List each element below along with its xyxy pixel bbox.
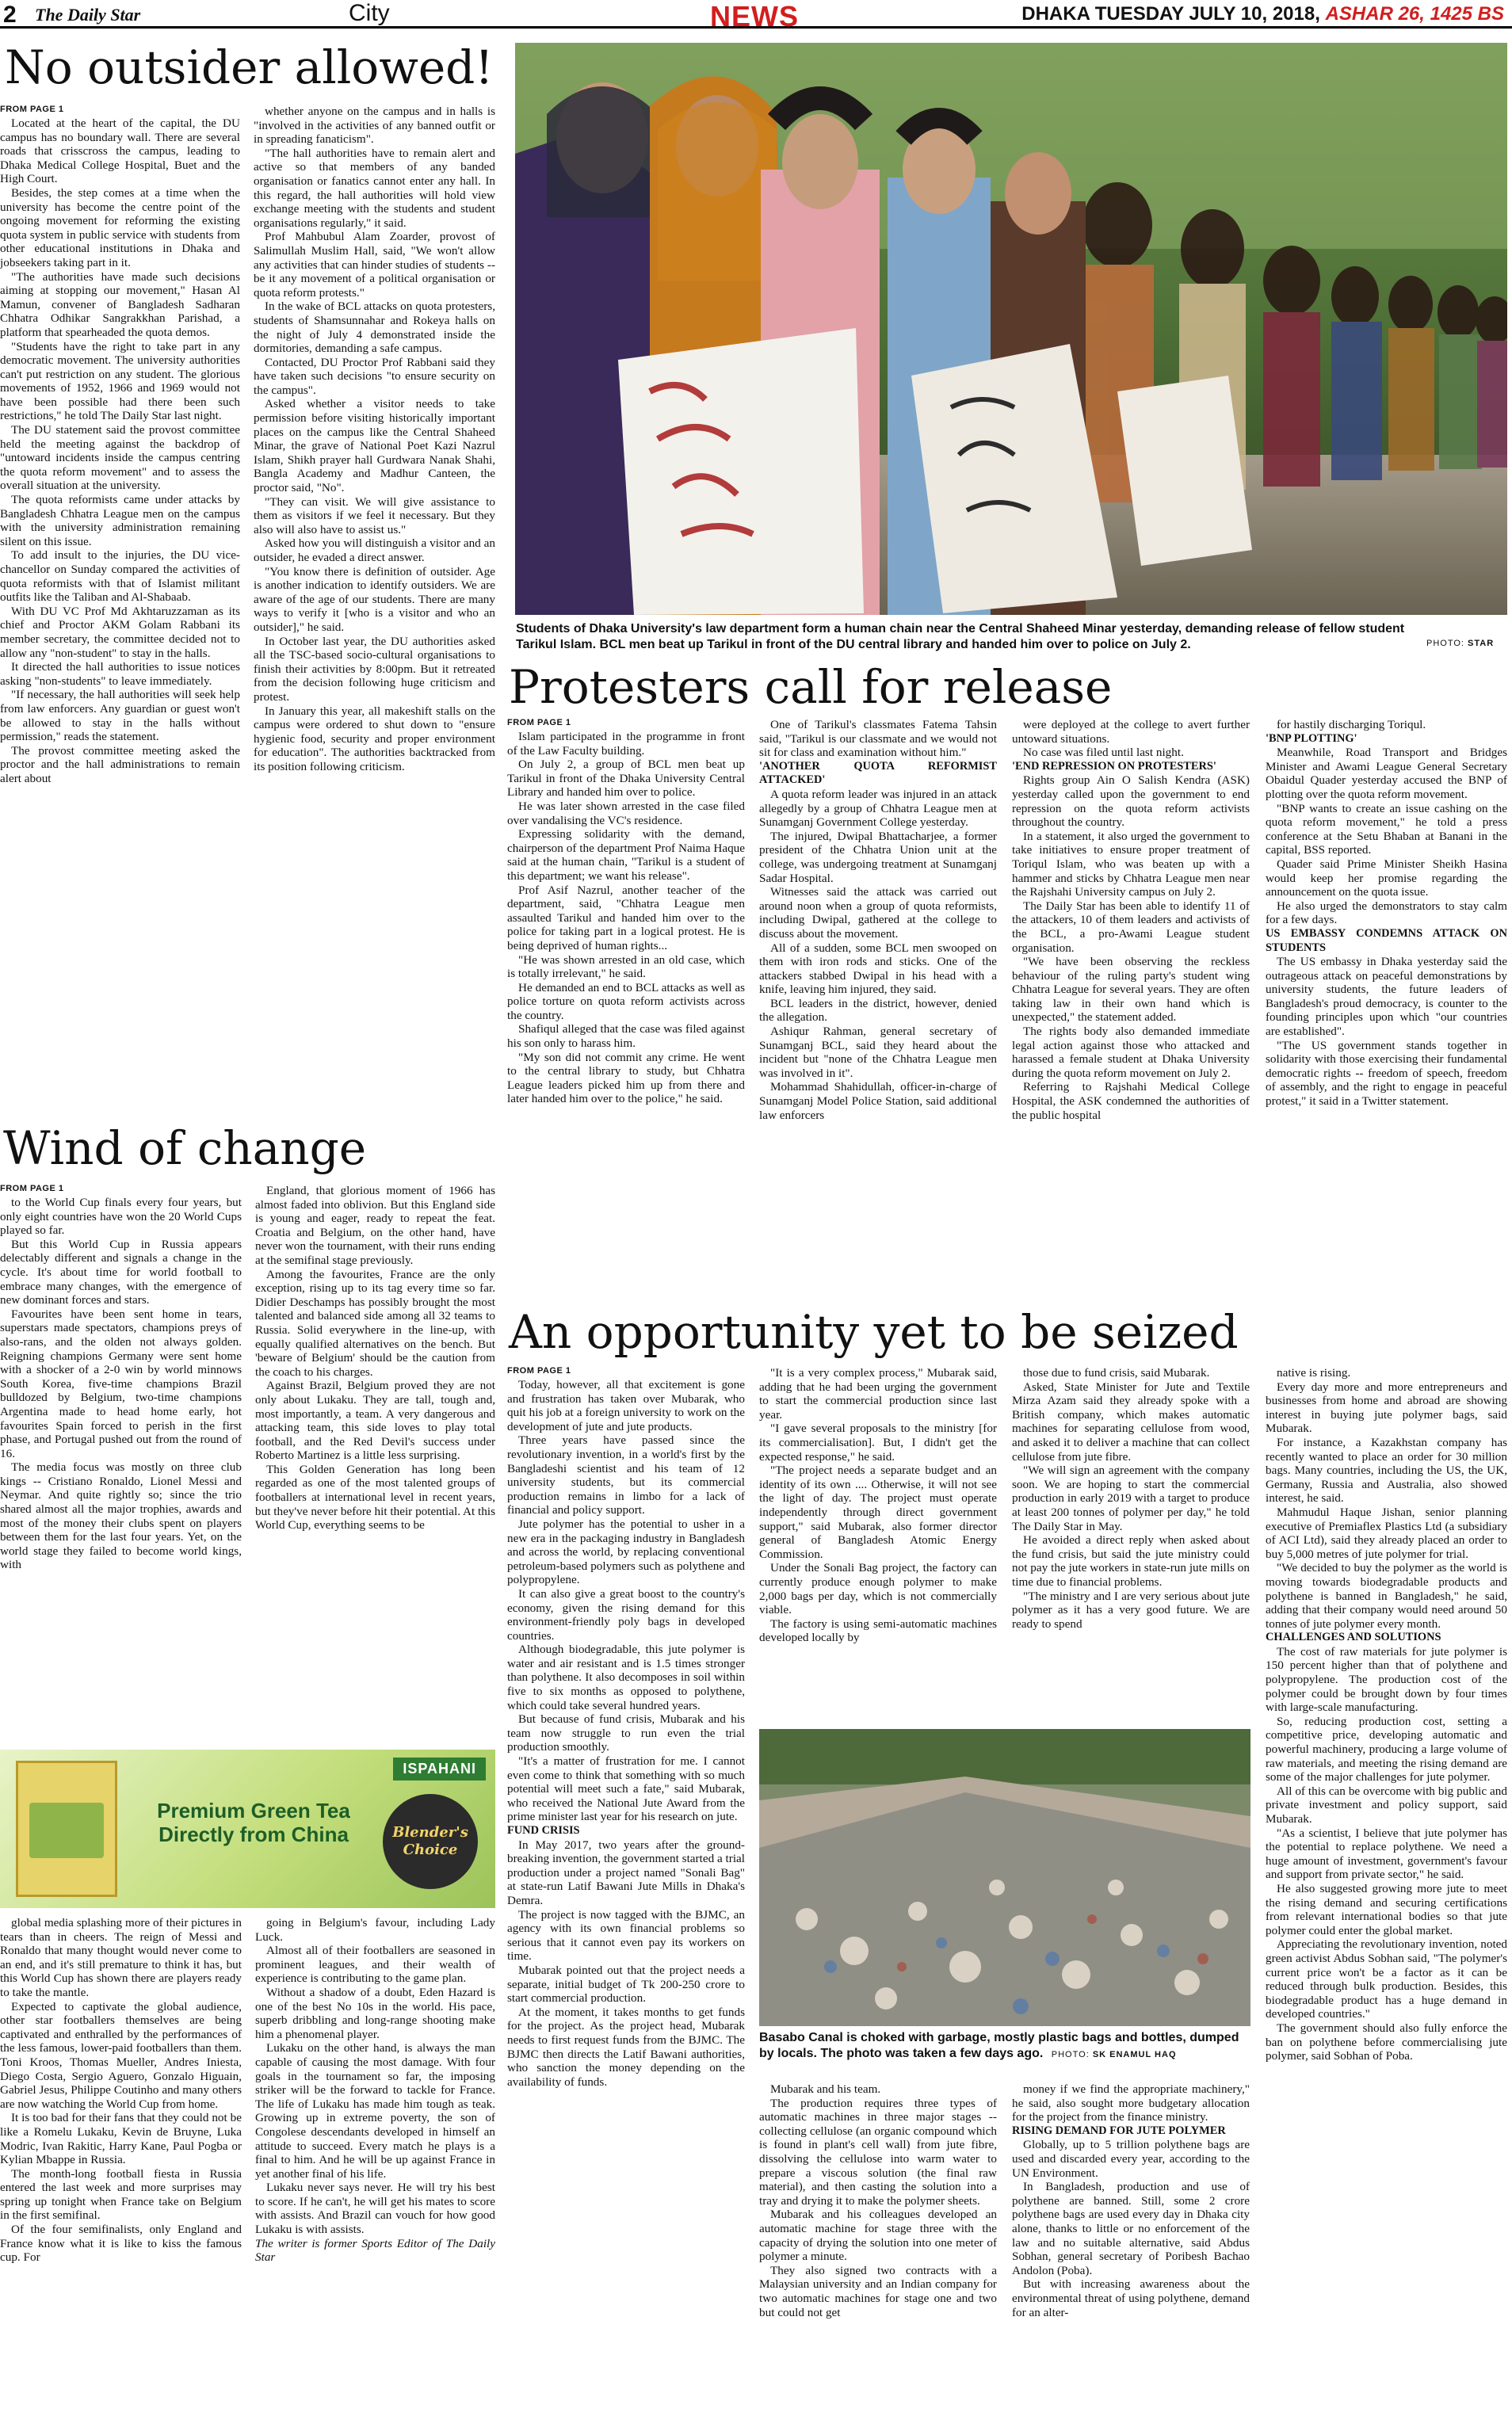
paragraph: BCL leaders in the district, however, denied the allegation. [759,996,997,1025]
paragraph: It is too bad for their fans that they could not be like a Romelu Lukaku, Kevin de Bruyne, Luka Modric, Ivan Rakitic, Harry Kane, Paul Pogba or Kylian Mbappe in Russia. [0,2111,242,2167]
paragraph: Mohammad Shahidullah, officer-in-charge of Sunamganj Model Police Station, said additional law enforcers [759,1080,997,1122]
story3-column-2 [255,1184,495,1743]
ad-headline: Premium Green Tea Directly from China [157,1799,350,1846]
paragraph: Asked how you will distinguish a visitor and an outsider, he evaded a direct answer. [254,536,495,564]
tea-box-image [16,1761,117,1897]
paragraph: Ashiqur Rahman, general secretary of Sunamganj BCL, said they heard about the incident but "none of the Chhatra League men was involved in it". [759,1025,997,1080]
story2-column-3: were deployed at the college to avert further untoward situations. No case was filed until last night. 'END REPRESSION ON PROTESTERS' Rights group Ain O Salish Kendra (ASK) yesterday called upon the government to end repression on the quota reform activists throughout the country. In a statement, it also urged the government to take initiatives to ensure proper treatment of Toriqul Islam, who was beaten up with a hammer and sticks by Chhatra League men near the Rajshahi University campus on July 2. The Daily Star has been able to identify 11 of the attackers, 10 of them leaders and activists of the BCL, a pro-Awami League student organisation. "We have been observing the reckless behaviour of the ruling party's student wing Chhatra League for several years. They are often taking law in their own hand which is unexpected," the statement added. The rights body also demanded immediate legal action against those who attacked and harassed a female student at Dhaka University during the quota reform movement on July 2. Referring to Rajshahi Medical College Hospital, the ASK condemned the authorities of the public hospital [1012,718,1250,1122]
paragraph: "We decided to buy the polymer as the world is moving towards biodegradable products and polythene is banned in Bangladesh," he said, adding that their company would need around 50 tonnes of jute polymer every month. [1266,1561,1507,1631]
headline-no-outsider: No outsider allowed! [5,40,494,94]
paragraph: The month-long football fiesta in Russia entered the last week and more surprises may spring up tonight when France take on Belgium in the first semifinal. [0,2166,242,2223]
paragraph: He was later shown arrested in the case filed over vandalising the VC's residence. [507,799,745,827]
paragraph: The US embassy in Dhaka yesterday said the outrageous attack on peaceful demonstrations by university students, the future leaders of Bangladesh's proud democracy, is counter to the founding principles upon which "our countries are established". [1266,955,1507,1039]
paragraph: Today, however, all that excitement is gone and frustration has taken over Mubarak, who quit his job at a foreign university to work on the development of jute and jute products. [507,1378,745,1433]
story4-column-3 [1012,1366,1250,1721]
paragraph: "The ministry and I are very serious about jute polymer as it has a very good future. We are ready to spend [1012,1589,1250,1631]
paragraph: Favourites have been sent home in tears, superstars made spectators, champions preys of also-rans, and the olden not always golden. Reigning champions Germany were sent home with a shocker of a 2-0 win by world minnows South Korea, five-time champions Brazil bulldozed by Belgium, two-time champions Argentina made to head home early, hot favourites Spain forced to perish in the first phase, and Portugal pushed out from the round of 16. [0,1307,242,1460]
paragraph: The cost of raw materials for jute polymer is 150 percent higher than that of polythene and polypropylene. The production cost of the polymer could be brought down by four times with large-scale manufacturing. [1266,1644,1507,1715]
paragraph: "It is a very complex process," Mubarak said, adding that he had been urging the government to start the commercial production since last year. [759,1366,997,1422]
paragraph: But with increasing awareness about the environmental threat of using polythene, demand for an alter- [1012,2277,1250,2319]
paragraph: Under the Sonali Bag project, the factory can currently produce enough polymer to make 2,000 bags per day, which is not commercially viable. [759,1561,997,1617]
paragraph: "Students have the right to take part in any democratic movement. The university authorities can't put restriction on any student. The glorious movements of 1952, 1966 and 1969 would not have been possible had there been such restrictions," he told The Daily Star last night. [0,339,240,423]
paragraph: The DU statement said the provost committee held the meeting against the backdrop of "untoward incidents inside the campus centring the quota reform movement" and to assess the overall situation at the university. [0,423,240,493]
paragraph: In October last year, the DU authorities asked all the TSC-based socio-cultural organisations to finish their activities by 8:00pm. But it retreated from the decision following huge criticism and protest. [254,634,495,704]
paragraph: Among the favourites, France are the only exception, rising up to its tag every time so far. Didier Deschamps has possibly brought the most talented and balanced side among all 32 teams to Russia. Solid everywhere in the line-up, with equally qualified alternatives on the bench. But 'beware of Belgium' should be the caution from the coach to his charges. [255,1267,495,1379]
paragraph: Asked, State Minister for Jute and Textile Mirza Azam said they already spoke with a British company, which makes automatic machines for separating cellulose from wood, and asked it to deliver a machine that can collect cellulose from jute fibre. [1012,1380,1250,1464]
story1-column-2 [254,105,495,1106]
paragraph: The production requires three types of automatic machines in three major stages -- collecting cellulose (an organic compound which is found in plant's cell wall) from jute fibre, dissolving the cellulose into warm water to prepare a viscous solution (the final raw material), and then casting the solution into a tray and drying it to make the polymer sheets. [759,2096,997,2208]
news-label: NEWS [710,0,799,32]
paragraph: "He was shown arrested in an old case, which is totally irrelevant," he said. [507,952,745,981]
paragraph: Appreciating the revolutionary invention, noted green activist Abdus Sobhan said, "The polymer's current price won't be a factor as it can be reduced through bulk production. Besides, this biodegradable product has a huge demand in developed countries." [1266,1937,1507,2021]
paragraph: Asked whether a visitor needs to take permission before visiting historically important places on the campus like the Central Shaheed Minar, the grave of National Poet Kazi Nazrul Islam, Shikh prayer hall Gurdwara Nanak Shahi, Bangla Academy and Madhur Canteen, the proctor said, "No". [254,397,495,495]
paragraph: Islam participated in the programme in front of the Law Faculty building. [507,730,745,758]
story2-column-4: for hastily discharging Toriqul. 'BNP PLOTTING' Meanwhile, Road Transport and Bridges Minister and Awami League General Secretary Obaidul Quader yesterday accused the BNP of plotting over the quota reform movement. "BNP wants to create an issue cashing on the quota reform movement," he told a press conference at the Setu Bhaban at Banani in the capital, BSS reported. Quader said Prime Minister Sheikh Hasina would keep her promise regarding the announcement on the quota issue. He also urged the demonstrators to stay calm for a few days. US EMBASSY CONDEMNS ATTACK ON STUDENTS The US embassy in Dhaka yesterday said the outrageous attack on peaceful demonstrations by university students, the future leaders of Bangladesh's proud democracy, is counter to the founding principles upon which "our countries are established". "The US government stands together in solidarity with those exercising their fundamental democratic rights -- freedom of speech, freedom of assembly, and the right to engage in peaceful protest," it said in a Twitter statement. [1266,718,1507,1109]
paragraph: to the World Cup finals every four years, but only eight countries have won the 20 World Cups played so far. [0,1196,242,1238]
story3-column-2b [255,1916,495,2416]
paragraph: "They can visit. We will give assistance to them as visitors if we feel it necessary. But they also will also have to assist us." [254,494,495,536]
paragraph: The rights body also demanded immediate legal action against those who attacked and harassed a female student at Dhaka University during the quota reform movement on July 2. [1012,1025,1250,1080]
canal-photo-caption: Basabo Canal is choked with garbage, mostly plastic bags and bottles, dumped by locals. The photo was taken a few days ago. PHOTO: SK ENAMUL HAQ [759,2031,1239,2060]
ispahani-logo: ISPAHANI [393,1758,486,1781]
issue-date: DHAKA TUESDAY JULY 10, 2018, ASHAR 26, 1425 BS [1021,3,1504,25]
paragraph: He demanded an end to BCL attacks as well as police torture on quota reform activists across the country. [507,980,745,1022]
paragraph: Prof Asif Nazrul, another teacher of the department, said, "Chhatra League men assaulted Tarikul and handed him over to the police for taking part in a logical protest. He is being deprived of human rights... [507,883,745,952]
headline-protesters: Protesters call for release [509,660,1113,714]
paragraph: were deployed at the college to avert further untoward situations. [1012,718,1250,746]
paragraph: "We will sign an agreement with the company soon. We are hoping to start the commercial production in early 2019 with a target to produce at least 200 tonnes of polymer per day," he told The Daily Star in May. [1012,1464,1250,1533]
paragraph: In the wake of BCL attacks on quota protesters, students of Shamsunnahar and Rokeya halls on the night of July 4 demonstrated inside the dormitories, demanding a safe campus. [254,300,495,356]
paragraph: The provost committee meeting asked the proctor and the hall administrations to remain alert about [0,743,240,785]
paragraph: global media splashing more of their pictures in tears than in cheers. The reign of Messi and Ronaldo that many thought would never come to an end, and it's still premature to think it has, but this World Cup has shown there are players ready to take the mantle. [0,1916,242,1999]
paragraph: But this World Cup in Russia appears delectably different and signals a change in the cycle. It's about time for world football to embrace many changes, with the emergence of new dominant forces and stars. [0,1237,242,1307]
paragraph: "It's a matter of frustration for me. I cannot even come to think that something with so much potential will meet such a fate," said Mubarak, who received the National Jute Award from the prime minister last year for his research on jute. [507,1754,745,1824]
canal-photo-credit: PHOTO: SK ENAMUL HAQ [1051,2050,1177,2059]
paragraph: "The authorities have made such decisions aiming at stopping our movement," Hasan Al Mamun, convener of Bangladesh Sadharan Chhatra Odhikar Sangrakkhan Parishad, a platform that spearheaded the quota demos. [0,269,240,339]
paragraph: With DU VC Prof Md Akhtaruzzaman as its chief and Proctor AKM Golam Rabbani its member secretary, the committee decided not to allow any "non-student" to stay in the halls. [0,604,240,660]
paragraph: He avoided a direct reply when asked about the fund crisis, but said the jute ministry could not pay the jute workers in state-run jute mills on time due to financial problems. [1012,1533,1250,1589]
paragraph: Every day more and more entrepreneurs and businesses from home and abroad are showing interest in buying jute polymer bags, said Mubarak. [1266,1380,1507,1436]
headline-wind-of-change: Wind of change [3,1121,367,1175]
paragraph: The factory is using semi-automatic machines developed locally by [759,1616,997,1645]
paragraph: He also suggested growing more jute to meet the rising demand and securing certifications from relevant international bodies so that jute polymer could enter the global market. [1266,1881,1507,1937]
paragraph: Mahmudul Haque Jishan, senior planning executive of Premiaflex Plastics Ltd (a subsidiary of ACI Ltd), said they already placed an order to buy 5,000 metres of jute polymer for trial. [1266,1505,1507,1561]
paragraph: Almost all of their footballers are seasoned in prominent leagues, and their wealth of experience is contributing to the game plan. [255,1944,495,1986]
ispahani-tea-advertisement[interactable] [0,1750,495,1908]
paragraph: "You know there is definition of outsider. Age is another indication to identify outsiders. We are aware of the age of our students. There are many ways to verify it [who is a visitor and who an outsider]," he said. [254,564,495,634]
paragraph: "My son did not commit any crime. He went to the central library to study, but Chhatra League leaders picked him up from there and later handed him over to the police," he said. [507,1050,745,1106]
paragraph: going in Belgium's favour, including Lady Luck. [255,1916,495,1944]
paragraph: Globally, up to 5 trillion polythene bags are used and discarded every year, according to the UN Environment. [1012,2138,1250,2180]
paragraph: So, reducing production cost, setting a competitive price, developing automatic and powerful machinery, producing a large volume of raw materials, and meeting the rising demand are some of the major challenges for jute polymer. [1266,1714,1507,1784]
paragraph: Although biodegradable, this jute polymer is water and air resistant and is 1.5 times stronger than polythene. It also decomposes in soil within five to six months as opposed to polythene, which could take several hundred years. [507,1643,745,1712]
paragraph: A quota reform leader was injured in an attack allegedly by a group of Chhatra League men at Sunamganj Government College yesterday. [759,787,997,830]
paragraph: All of this can be overcome with big public and private investment and policy support, said Mubarak. [1266,1784,1507,1826]
story4-column-1: FROM PAGE 1 Today, however, all that excitement is gone and frustration has taken over Mubarak, who quit his job at a foreign university to work on the development of jute and jute products. Three years have passed since the revolutionary invention, in a world's first by the Bangladeshi scientist and his team of 12 university students, but its commercial production remains in limbo for a lack of financial and policy support. Jute polymer has the potential to usher in a new era in the packaging industry in Bangladesh and across the world, by replacing conventional petroleum-based polymers such as polythene and polypropylene. It can also give a great boost to the country's economy, given the rising demand for this environment-friendly poly bags in developed countries. Although biodegradable, this jute polymer is water and air resistant and is 1.5 times stronger than polythene. It also decomposes in soil within five to six months as opposed to polythene, which could take several hundred years. But because of fund crisis, Mubarak and his team now struggle to run even the trial production smoothly. "It's a matter of frustration for me. I cannot even come to think that something with so much potential will meet such a fate," said Mubarak, who received the National Jute Award from the prime minister last year for his research on jute. FUND CRISIS In May 2017, two years after the ground-breaking invention, the government started a trial production under a project named "Sonali Bag" at state-run Latif Bawani Jute Mills in Dhaka's Demra. The project is now tagged with the BJMC, an agency with its own financial problems so serious that it cannot even pay its workers on time. Mubarak pointed out that the project needs a separate, initial budget of Tk 200-250 crore to start commercial production. At the moment, it takes months to get funds for the project. As the project head, Mubarak needs to first request funds from the BJMC. The BJMC then directs the Latif Bawani authorities, who sanction the money depending on the availability of funds. [507,1366,745,2089]
story3-column-1: FROM PAGE 1 to the World Cup finals every four years, but only eight countries have won the 20 World Cups played so far. But this World Cup in Russia appears delectably different and signals a change in the cycle. It's about time for world football to embrace many changes, with the emergence of new dominant forces and stars. Favourites have been sent home in tears, superstars made spectators, champions preys of also-rans, and the olden not always golden. Reigning champions Germany were sent home with a shocker of a 2-0 win by world minnows South Korea, five-time champions Brazil bulldozed by Belgium, two-time champions Argentina made to head home early, hot favourites Spain forced to perish in the first phase, and Portugal pushed out from the round of 16. The media focus was mostly on three club kings -- Cristiano Ronaldo, Lionel Messi and Neymar. And quite rightly so; since the trio shared almost all the major trophies, awards and most of the money their clubs spent on players between them for the last four years. Yet, on the world stage they failed to become world kings, with [0,1184,242,1572]
paragraph: The quota reformists came under attacks by Bangladesh Chhatra League men on the campus with the university administration remaining silent on this issue. [0,493,240,548]
paragraph: Jute polymer has the potential to usher in a new era in the packaging industry in Bangladesh and across the world, by replacing conventional petroleum-based polymers such as polythene and polypropylene. [507,1517,745,1587]
paragraph: Besides, the step comes at a time when the university has become the centre point of the ongoing movement for reforming the existing quota system in public service with students from other educational institutions in Dhaka and jobseekers taking part in it. [0,185,240,269]
story4-column-3b: money if we find the appropriate machinery," he said, also sought more budgetary allocation for the project from the finance ministry. RISING DEMAND FOR JUTE POLYMER Globally, up to 5 trillion polythene bags are used and discarded every year, according to the UN Environment. In Bangladesh, production and use of polythene are banned. Still, some 2 crore polythene bags are used every day in Dhaka city alone, thanks to little or no enforcement of the law and no suitable alternative, said Abdus Sobhan, general secretary of Poribesh Bachao Andolon (Poba). But with increasing awareness about the environmental threat of using polythene, demand for an alter- [1012,2082,1250,2319]
paragraph: "The project needs a separate budget and an identity of its own .... Otherwise, it will not see the light of day. The project must operate independently through direct government support," said Mubarak, also former director general of Bangladesh Atomic Energy Commission. [759,1464,997,1561]
paragraph: It can also give a great boost to the country's economy, given the rising demand for this environment-friendly poly bags in developed countries. [507,1586,745,1643]
paragraph: Located at the heart of the capital, the DU campus has no boundary wall. There are several roads that crisscross the campus, leading to Dhaka Medical College Hospital, Buet and the High Court. [0,116,240,186]
paragraph: Referring to Rajshahi Medical College Hospital, the ASK condemned the authorities of the public hospital [1012,1080,1250,1122]
paragraph: "I gave several proposals to the ministry [for its commercialisation]. But, I didn't get the expected response," he said. [759,1422,997,1464]
paragraph: "We have been observing the reckless behaviour of the ruling party's student wing Chhatra League for several years. They are often taking law in their own hand which is unexpected," the statement added. [1012,955,1250,1025]
paragraph: Mubarak pointed out that the project needs a separate, initial budget of Tk 200-250 crore to start commercial production. [507,1963,745,2006]
section-name: City [349,0,390,26]
paragraph: Witnesses said the attack was carried out around noon when a group of quota reformists, including Dwipal, gathered at the college to discuss about the movement. [759,885,997,941]
paragraph: Expressing solidarity with the demand, chairperson of the department Prof Naima Haque said at the human chain, "Tarikul is a student of this department; we want his release". [507,827,745,883]
paragraph: This Golden Generation has long been regarded as one of the most talented groups of footballers at international level in recent years, but they've never before hit their potential. At this World Cup, everything seems to be [255,1462,495,1532]
paragraph: Shafiqul alleged that the case was filed against his son only to harass him. [507,1022,745,1051]
paragraph: On July 2, a group of BCL men beat up Tarikul in front of the Dhaka University Central Library and handed him over to police. [507,758,745,800]
paragraph: Lukaku on the other hand, is always the man capable of causing the most damage. With four goals in the tournament so far, the imposing striker will be the forward to tackle for France. The life of Lukaku has made him tough as teak. Growing up in extreme poverty, the son of Congolese descendants developed in himself an attitude to succeed. Every match he plays is a final to him. And he will be up against France in yet another final of his life. [255,2041,495,2181]
protest-photo [515,43,1507,615]
paragraph: The media focus was mostly on three club kings -- Cristiano Ronaldo, Lionel Messi and Neymar. And quite rightly so; since the trio shared almost all the major trophies, awards and most of the money their clubs spent on players between them for the last four years. Yet, on the world stage they failed to become world kings, with [0,1460,242,1572]
paper-name: The Daily Star [35,5,141,25]
paragraph: Meanwhile, Road Transport and Bridges Minister and Awami League General Secretary Obaidul Quader yesterday accused the BNP of plotting over the quota reform movement. [1266,746,1507,801]
story4-column-2b [759,2082,997,2416]
paragraph: In Bangladesh, production and use of polythene are banned. Still, some 2 crore polythene bags are used every day in Dhaka city alone, thanks to little or no enforcement of the law and no suitable alternative, said Abdus Sobhan, general secretary of Poribesh Bachao Andolon (Poba). [1012,2180,1250,2277]
paragraph: those due to fund crisis, said Mubarak. [1023,1366,1210,1380]
paragraph: But because of fund crisis, Mubarak and his team now struggle to run even the trial production smoothly. [507,1712,745,1754]
story1-column-1: FROM PAGE 1 Located at the heart of the capital, the DU campus has no boundary wall. There are several roads that crisscross the campus, leading to Dhaka Medical College Hospital, Buet and the High Court. Besides, the step comes at a time when the university has become the centre point of the ongoing movement for reforming the existing quota system in public service with students from other educational institutions in Dhaka and jobseekers taking part in it. "The authorities have made such decisions aiming at stopping our movement," Hasan Al Mamun, convener of Bangladesh Sadharan Chhatra Odhikar Sangrakkhan Parishad, a platform that spearheaded the quota demos. "Students have the right to take part in any democratic movement. The university authorities can't put restriction on any student. The glorious movements of 1952, 1966 and 1969 would not have been possible had there been such restrictions," he told The Daily Star last night. The DU statement said the provost committee held the meeting against the backdrop of "untoward incidents inside the campus centring the quota reform movement" and to assess the overall situation at the university. The quota reformists came under attacks by Bangladesh Chhatra League men on the campus with the university administration remaining silent on this issue. To add insult to the injuries, the DU vice-chancellor on Sunday compared the activities of quota reformists with that of Islamist militant outfits like the Taliban and Al-Shabaab. With DU VC Prof Md Akhtaruzzaman as its chief and Proctor AKM Golam Rabbani its member secretary, the committee decided not to allow any "non-student" to stay in the halls. It directed the hall authorities to issue notices asking "non-students" to leave immediately. "If necessary, the hall authorities will seek help from law enforcers. Any guardian or guest won't be allowed to stay in the halls without permission," reads the statement. The provost committee meeting asked the proctor and the hall administrations to remain alert about [0,105,240,785]
paragraph: Rights group Ain O Salish Kendra (ASK) yesterday called upon the government to end repression on the quota reform activists throughout the country. [1012,773,1250,830]
paragraph: Expected to captivate the global audience, other star footballers themselves are being captivated and enthralled by the performances of the less famous, lower-paid footballers than them. Toni Kroos, Thomas Mueller, Andres Iniesta, Diego Costa, Sergio Aguero, Gonzalo Higuain, Gabriel Jesus, Philippe Coutinho and many others are now watching the World Cup from home. [0,1999,242,2111]
paragraph: It directed the hall authorities to issue notices asking "non-students" to leave immediately. [0,660,240,688]
paragraph: Contacted, DU Proctor Prof Rabbani said they have taken such decisions "to ensure security on the campus". [254,355,495,397]
paragraph: In January this year, all makeshift stalls on the campus were ordered to shut down to "ensure hygienic food, security and proper environment for education". The authorities backtracked from its position following criticism. [254,704,495,773]
protest-photo-credit: PHOTO: STAR [1426,639,1495,648]
blenders-choice-badge: Blender's Choice [383,1794,478,1889]
paragraph: "The US government stands together in solidarity with those exercising their fundamental democratic rights -- freedom of speech, freedom of assembly, and the right to engage in peaceful protest," it said in a Twitter statement. [1266,1038,1507,1109]
paragraph: Against Brazil, Belgium proved they are not only about Lukaku. They are tall, tough and, most importantly, a team. A very dangerous and attacking team, this side loves to play total football, and the Red Devil's success under Roberto Martinez is a little less surprising. [255,1379,495,1463]
writer-byline: The writer is former Sports Editor of The Daily Star [255,2236,495,2265]
paragraph: No case was filed until last night. [1023,746,1184,760]
paragraph: Mubarak and his colleagues developed an automatic machine for stage three with the capacity of drying the solution into one meter of polymer a minute. [759,2208,997,2264]
paragraph: Quader said Prime Minister Sheikh Hasina would keep her promise regarding the announcement on the quota issue. [1266,857,1507,899]
paragraph: Of the four semifinalists, only England and France know what it is like to kiss the famous cup. For [0,2223,242,2265]
human-chain-photo [515,43,1507,615]
paragraph: "If necessary, the hall authorities will seek help from law enforcers. Any guardian or guest won't be allowed to stay in the halls without permission," reads the statement. [0,688,240,744]
headline-opportunity: An opportunity yet to be seized [509,1305,1239,1359]
protest-photo-caption: Students of Dhaka University's law department form a human chain near the Central Shaheed Minar yesterday, demanding release of fellow student Tarikul Islam. BCL men beat up Tarikul in front of the DU central library and handed him over to police on July 2. [516,622,1405,651]
page-header [0,0,1512,32]
paragraph: native is rising. [1277,1366,1351,1380]
canal-photo [759,1729,1250,2026]
paragraph: for hastily discharging Toriqul. [1277,718,1426,731]
paragraph: At the moment, it takes months to get funds for the project. As the project head, Mubarak needs to first request funds from the BJMC. The BJMC then directs the Latif Bawani authorities, who sanction the money depending on the availability of funds. [507,2005,745,2089]
paragraph: Without a shadow of a doubt, Eden Hazard is one of the best No 10s in the world. His pace, superb dribbling and long-range shooting make him a phenomenal player. [255,1985,495,2041]
paragraph: The Daily Star has been able to identify 11 of the attackers, 10 of them leaders and activists of the BCL, a pro-Awami League student organisation. [1012,899,1250,955]
story2-column-1: FROM PAGE 1 Islam participated in the programme in front of the Law Faculty building. On July 2, a group of BCL men beat up Tarikul in front of the Dhaka University Central Library and handed him over to police. He was later shown arrested in the case filed over vandalising the VC's residence. Expressing solidarity with the demand, chairperson of the department Prof Naima Haque said at the human chain, "Tarikul is a student of this department; we want his release". Prof Asif Nazrul, another teacher of the department, said, "Chhatra League men assaulted Tarikul and handed him over to the police for taking part in a logical protest. He is being deprived of human rights... "He was shown arrested in an old case, which is totally irrelevant," he said. He demanded an end to BCL attacks as well as police torture on quota reform activists across the country. Shafiqul alleged that the case was filed against his son only to harass him. "My son did not commit any crime. He went to the central library to study, but Chhatra League leaders picked him up from there and later handed him over to the police," he said. [507,718,745,1106]
paragraph: Lukaku never says never. He will try his best to score. If he can't, he will get his mates to score with assists. And Brazil can vouch for how good Lukaku is with assists. [255,2181,495,2237]
paragraph: Three years have passed since the revolutionary invention, in a world's first by the Bangladeshi scientist and his team of 12 university students, but its commercial production remains in limbo for a lack of financial and policy support. [507,1433,745,1517]
paragraph: All of a sudden, some BCL men swooped on them with iron rods and sticks. One of the attackers stabbed Dwipal in his head with a knife, leaving him injured, they said. [759,941,997,997]
paragraph: In a statement, it also urged the government to take initiatives to ensure proper treatment of Toriqul Islam, who was beaten up with a hammer and sticks by Chhatra League men near the Rajshahi University campus on July 2. [1012,829,1250,899]
paragraph: Mubarak and his team. [770,2082,881,2096]
story2-column-2: One of Tarikul's classmates Fatema Tahsin said, "Tarikul is our classmate and we would not sit for class and examination without him." 'ANOTHER QUOTA REFORMIST ATTACKED' A quota reform leader was injured in an attack allegedly by a group of Chhatra League men at Sunamganj Government College yesterday. The injured, Dwipal Bhattacharjee, a former president of the Chhatra Union unit at the college, was undergoing treatment at Sunamganj Sadar Hospital. Witnesses said the attack was carried out around noon when a group of quota reformists, including Dwipal, gathered at the college to discuss about the movement. All of a sudden, some BCL men swooped on them with iron rods and sticks. One of the attackers stabbed Dwipal in his head with a knife, leaving him injured, they said. BCL leaders in the district, however, denied the allegation. Ashiqur Rahman, general secretary of Sunamganj BCL, said they heard about the incident but "none of the Chhatra League men was involved in it". Mohammad Shahidullah, officer-in-charge of Sunamganj Model Police Station, said additional law enforcers [759,718,997,1122]
paragraph: In May 2017, two years after the ground-breaking invention, the government started a trial production under a project named "Sonali Bag" at state-run Latif Bawani Jute Mills in Dhaka's Demra. [507,1838,745,1907]
paragraph: Prof Mahbubul Alam Zoarder, provost of Salimullah Muslim Hall, said, "We won't allow any activities that can hinder studies of students -- be it any movement of a political organisation or quota reform protests." [254,230,495,300]
paragraph: For instance, a Kazakhstan company has recently wanted to place an order for 30 million bags. Many countries, including the US, the UK, Germany, Russia and Australia, also showed interest, he said. [1266,1435,1507,1506]
garbage-canal-photo [759,1729,1250,2026]
paragraph: money if we find the appropriate machinery," he said, also sought more budgetary allocation for the project from the finance ministry. [1012,2082,1250,2124]
paragraph: The project is now tagged with the BJMC, an agency with its own financial problems so serious that it cannot even pay its workers on time. [507,1907,745,1964]
paragraph: whether anyone on the campus and in halls is "involved in the activities of any banned outfit or in spreading fanaticism". [254,105,495,147]
story4-column-4: native is rising. Every day more and more entrepreneurs and businesses from home and abroad are showing interest in buying jute polymer bags, said Mubarak. For instance, a Kazakhstan company has recently wanted to place an order for 30 million bags. Many countries, including the US, the UK, Germany, Russia and Australia, also showed interest, he said. Mahmudul Haque Jishan, senior planning executive of Premiaflex Plastics Ltd (a subsidiary of ACI Ltd), said they already placed an order to buy 5,000 metres of jute polymer for trial. "We decided to buy the polymer as the world is moving towards biodegradable products and polythene is banned in Bangladesh," he said, adding that their company would need around 50 tonnes of jute polymer every month. CHALLENGES AND SOLUTIONS The cost of raw materials for jute polymer is 150 percent higher than that of polythene and polypropylene. The production cost of the polymer could be brought down by four times with large-scale manufacturing. So, reducing production cost, setting a competitive price, developing automatic and powerful machinery, producing a large volume of raw materials, and meeting the rising demand are some of the major challenges for jute polymer. All of this can be overcome with big public and private investment and policy support, said Mubarak. "As a scientist, I believe that jute polymer has the potential to replace polythene. We need a huge amount of investment, government's favour and support from private sector," he said. He also suggested growing more jute to meet the rising demand and securing certifications from relevant international bodies so that jute polymer could enter the global market. Appreciating the revolutionary invention, noted green activist Abdus Sobhan said, "The polymer's current price won't be a factor as it can be reduced through bulk production. Besides, this biodegradable product has a huge demand in developed countries." The government should also fully enforce the ban on polythene before commercialising jute polymer, said Sobhan of Poba. [1266,1366,1507,2063]
paragraph: They also signed two contracts with a Malaysian university and an Indian company for two automatic machines for stage one and two but could not get [759,2263,997,2319]
paragraph: "As a scientist, I believe that jute polymer has the potential to replace polythene. We need a huge amount of investment, government's favour and support from private sector," he said. [1266,1826,1507,1882]
paragraph: "BNP wants to create an issue cashing on the quota reform movement," he told a press conference at the Setu Bhaban at Banani in the capital, BSS reported. [1266,801,1507,857]
paragraph: The government should also fully enforce the ban on polythene before commercialising jute polymer, said Sobhan of Poba. [1266,2021,1507,2063]
paragraph: One of Tarikul's classmates Fatema Tahsin said, "Tarikul is our classmate and we would not sit for class and examination without him." [759,718,997,760]
story3-column-1b [0,1916,242,2416]
paragraph: "The hall authorities have to remain alert and active so that members of any banded organisation or fanatics cannot enter any hall. In this regard, the hall authorities will hold view exchange meeting with the students and student organisations regularly," it said. [254,146,495,230]
paragraph: He also urged the demonstrators to stay calm for a few days. [1266,899,1507,927]
paragraph: England, that glorious moment of 1966 has almost faded into oblivion. But this England side is young and eager, ready to repeat the feat. Croatia and Belgium, on the other hand, have never won the tournament, with their runs ending at the semifinal stage previously. [255,1184,495,1267]
story4-column-2 [759,1366,997,1721]
paragraph: To add insult to the injuries, the DU vice-chancellor on Sunday compared the activities of quota reformists with that of Islamist militant outfits like the Taliban and Al-Shabaab. [0,548,240,605]
paragraph: The injured, Dwipal Bhattacharjee, a former president of the Chhatra Union unit at the college, was undergoing treatment at Sunamganj Sadar Hospital. [759,829,997,885]
page-number: 2 [3,2,17,28]
